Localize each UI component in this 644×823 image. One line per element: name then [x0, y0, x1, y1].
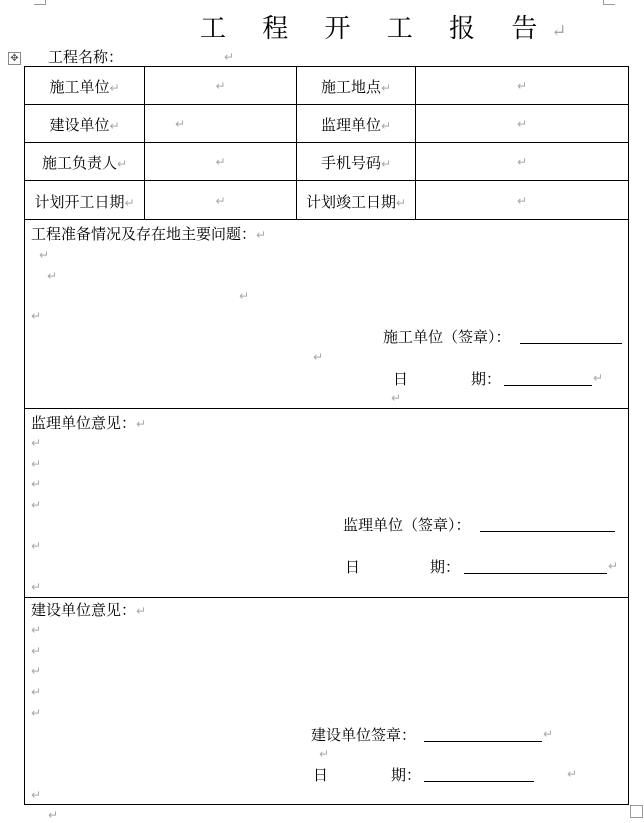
- paragraph-mark: ↵: [224, 50, 235, 64]
- paragraph-mark: ↵: [136, 604, 147, 618]
- row-1-left-label: 施工单位: [49, 78, 110, 96]
- row-1-right-value-cell[interactable]: ↵: [415, 66, 629, 105]
- paragraph-mark: ↵: [31, 664, 42, 678]
- row-1-right-label-cell: 施工地点↵: [296, 66, 416, 105]
- paragraph-mark: ↵: [31, 436, 42, 450]
- paragraph-mark: ↵: [31, 685, 42, 699]
- supervisor-seal-line[interactable]: [480, 531, 615, 532]
- owner-date-line[interactable]: [424, 781, 534, 782]
- owner-seal-label: 建设单位签章：: [311, 726, 417, 744]
- row-1-right-label: 施工地点: [320, 78, 381, 96]
- row-2-left-label: 建设单位: [49, 116, 110, 134]
- paragraph-mark: ↵: [608, 559, 619, 573]
- prep-seal-label: 施工单位（签章）：: [383, 328, 511, 346]
- paragraph-mark: ↵: [391, 391, 402, 405]
- row-4-right-value-cell[interactable]: ↵: [415, 180, 629, 220]
- paragraph-mark: ↵: [31, 623, 42, 637]
- paragraph-mark: ↵: [256, 228, 267, 242]
- page-title: 工 程 开 工 报 告↵: [200, 14, 567, 44]
- paragraph-mark: ↵: [31, 539, 42, 553]
- row-3-right-value-cell[interactable]: ↵: [415, 142, 629, 181]
- row-2-right-label: 监理单位: [320, 116, 381, 134]
- supervisor-heading: 监理单位意见：: [31, 414, 137, 432]
- row-4-left-label: 计划开工日期: [34, 193, 125, 211]
- paragraph-mark: ↵: [551, 21, 567, 42]
- owner-date-label-a: 日: [313, 766, 329, 784]
- supervisor-date-label-b: 期：: [430, 558, 461, 576]
- paragraph-mark: ↵: [48, 808, 59, 822]
- row-4-right-label: 计划竣工日期: [305, 193, 396, 211]
- row-2-left-value-cell[interactable]: ↵: [144, 104, 297, 143]
- table-move-handle-icon[interactable]: ✥: [8, 52, 21, 65]
- row-3-left-label: 施工负责人: [41, 154, 117, 172]
- paragraph-mark: ↵: [31, 706, 42, 720]
- row-1-left-label-cell: 施工单位↵: [24, 66, 145, 105]
- supervisor-seal-label: 监理单位（签章）：: [343, 516, 471, 534]
- paragraph-mark: ↵: [31, 477, 42, 491]
- row-4-left-value-cell[interactable]: ↵: [144, 180, 297, 220]
- paragraph-mark: ↵: [567, 767, 578, 781]
- prep-date-label-a: 日: [393, 370, 409, 388]
- owner-section[interactable]: [24, 597, 629, 805]
- supervisor-date-line[interactable]: [464, 573, 607, 574]
- owner-date-label-b: 期：: [391, 766, 422, 784]
- owner-seal-line[interactable]: [424, 741, 542, 742]
- paragraph-mark: ↵: [239, 289, 250, 303]
- paragraph-mark: ↵: [31, 788, 42, 802]
- paragraph-mark: ↵: [31, 457, 42, 471]
- project-name-label: 工程名称：: [48, 48, 124, 66]
- paragraph-mark: ↵: [543, 727, 554, 741]
- owner-heading: 建设单位意见：: [31, 601, 137, 619]
- row-4-left-label-cell: 计划开工日期↵: [24, 180, 145, 220]
- row-2-left-label-cell: 建设单位↵: [24, 104, 145, 143]
- paragraph-mark: ↵: [593, 371, 604, 385]
- row-3-left-value-cell[interactable]: ↵: [144, 142, 297, 181]
- row-4-right-label-cell: 计划竣工日期↵: [296, 180, 416, 220]
- row-3-right-label: 手机号码: [320, 154, 381, 172]
- crop-mark-top-right: [603, 0, 615, 5]
- paragraph-mark: ↵: [31, 580, 42, 594]
- prep-section[interactable]: [24, 219, 629, 409]
- paragraph-mark: ↵: [31, 498, 42, 512]
- supervisor-date-label-a: 日: [345, 558, 361, 576]
- paragraph-mark: ↵: [31, 309, 42, 323]
- row-1-left-value-cell[interactable]: ↵: [144, 66, 297, 105]
- prep-seal-line[interactable]: [520, 343, 622, 344]
- paragraph-mark: ↵: [39, 248, 50, 262]
- paragraph-mark: ↵: [136, 417, 147, 431]
- row-3-right-label-cell: 手机号码↵: [296, 142, 416, 181]
- table-end-handle[interactable]: [630, 805, 643, 818]
- prep-date-line[interactable]: [504, 385, 592, 386]
- row-2-right-value-cell[interactable]: ↵: [415, 104, 629, 143]
- row-2-right-label-cell: 监理单位↵: [296, 104, 416, 143]
- prep-heading: 工程准备情况及存在地主要问题：: [31, 225, 257, 243]
- row-3-left-label-cell: 施工负责人↵: [24, 142, 145, 181]
- supervisor-section[interactable]: [24, 408, 629, 598]
- paragraph-mark: ↵: [47, 269, 58, 283]
- paragraph-mark: ↵: [319, 747, 330, 761]
- crop-mark-top-left: [34, 0, 46, 5]
- paragraph-mark: ↵: [31, 644, 42, 658]
- prep-date-label-b: 期：: [471, 370, 502, 388]
- paragraph-mark: ↵: [313, 350, 324, 364]
